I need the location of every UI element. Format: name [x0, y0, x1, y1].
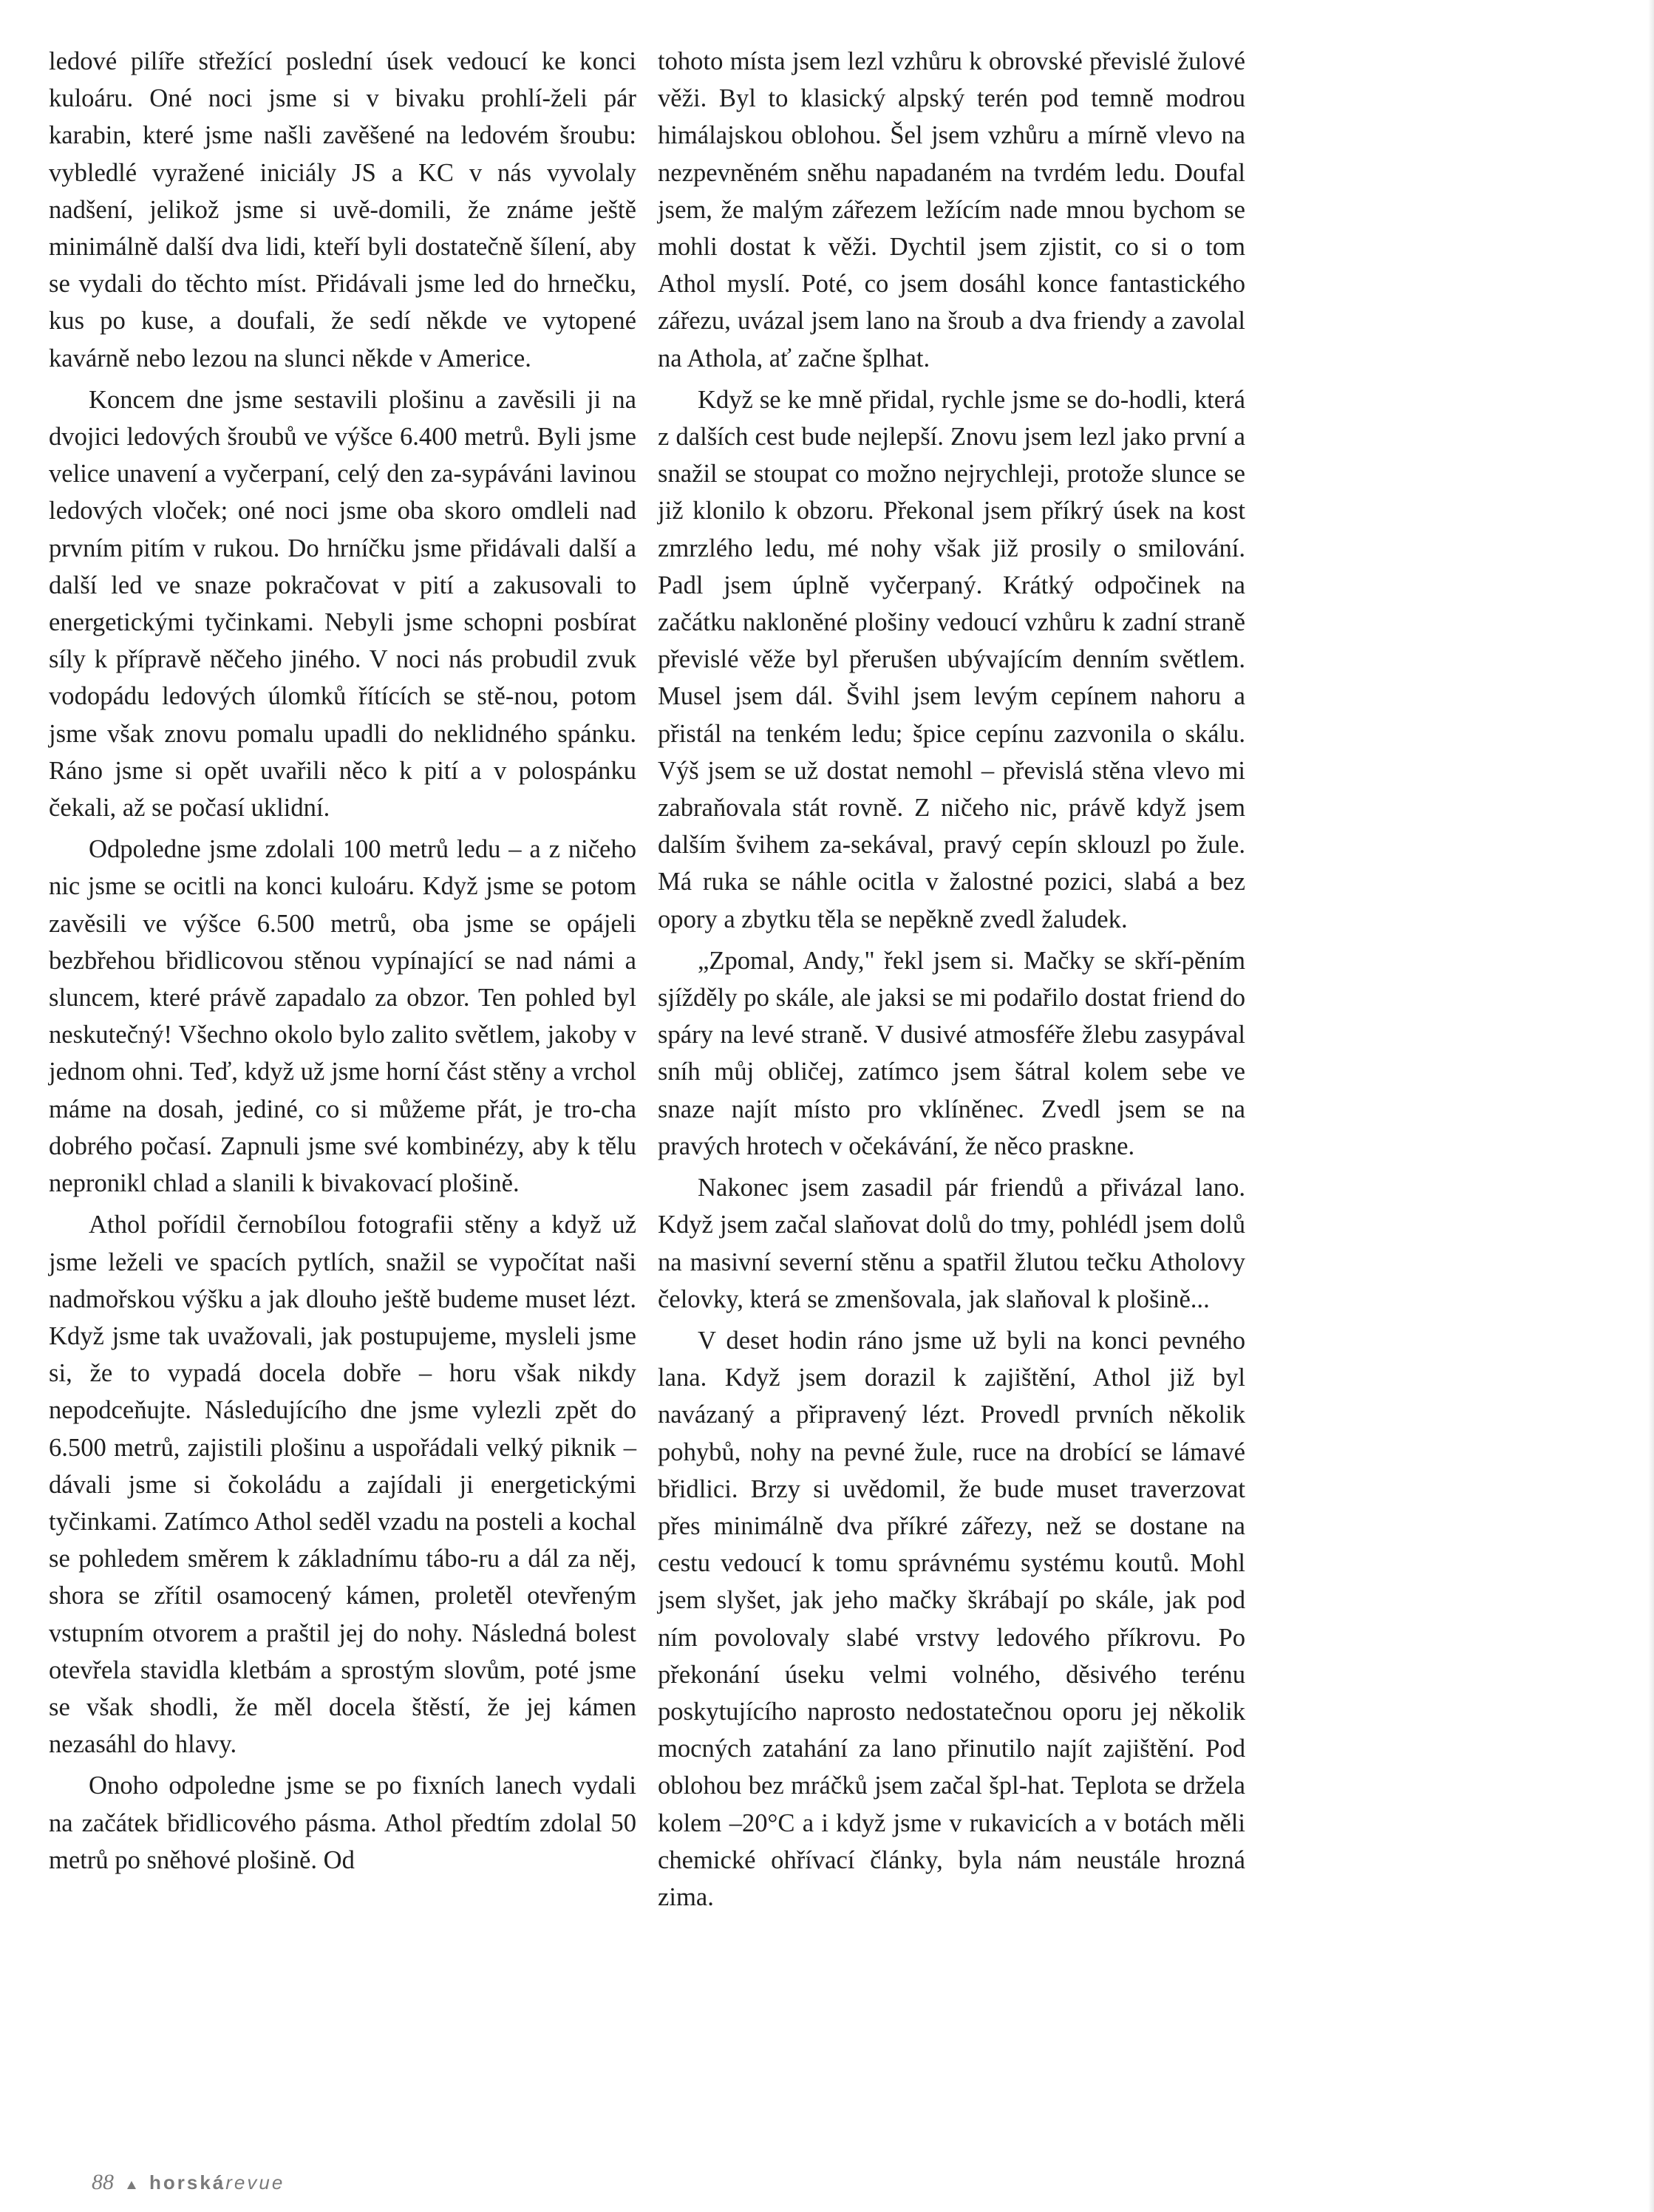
- paragraph: „Zpomal, Andy," řekl jsem si. Mačky se skří-pěním sjížděly po skále, ale jaksi se mi podařilo dostat friend do spáry na levé straně. V dusivé atmosféře žlebu zasypával sníh můj obličej, zatímco jsem šátral kolem sebe ve snaze najít místo pro vklíněnec. Zvedl jsem se na pravých hrotech v očekávání, že něco praskne.: [658, 946, 1245, 1160]
- paragraph: ledové pilíře střežící poslední úsek vedoucí ke konci kuloáru. Oné noci jsme si v bivaku prohlí-želi pár karabin, které jsme našli zavěšené na ledovém šroubu: vybledlé vyražené iniciály JS a KC v nás vyvolaly nadšení, jelikož jsme si uvě-domili, že známe ještě minimálně další dva lidi, kteří byli dostatečně šílení, aby se vydali do těchto míst. Přidávali jsme led do hrnečku, kus po kuse, a doufali, že sedí někde ve vytopené kavárně nebo lezou na slunci někde v Americe.: [49, 47, 636, 372]
- scan-edge: [1648, 0, 1654, 2212]
- paragraph: Koncem dne jsme sestavili plošinu a zavěsili ji na dvojici ledových šroubů ve výšce 6.400 metrů. Byli jsme velice unavení a vyčerpaní, celý den za-sypáváni lavinou ledových vloček; oné noci jsme oba skoro omdleli nad prvním pitím v rukou. Do hrníčku jsme přidávali další a další led ve snaze pokračovat v pití a zakusovali to energetickými tyčinkami. Nebyli jsme schopni posbírat síly k přípravě něčeho jiného. V noci nás probudil zvuk vodopádu ledových úlomků řítících se stě-nou, potom jsme však znovu pomalu upadli do neklidného spánku. Ráno jsme si opět uvařili něco k pití a v polospánku čekali, až se počasí uklidní.: [49, 385, 636, 823]
- paragraph: tohoto místa jsem lezl vzhůru k obrovské převislé žulové věži. Byl to klasický alpský terén pod temně modrou himálajskou oblohou. Šel jsem vzhůru a mírně vlevo na nezpevněném sněhu napadaném na tvrdém ledu. Doufal jsem, že malým zářezem ležícím nade mnou bychom se mohli dostat k věži. Dychtil jsem zjistit, co si o tom Athol myslí. Poté, co jsem dosáhl konce fantastického zářezu, uvázal jsem lano na šroub a dva friendy a zavolal na Athola, ať začne šplhat.: [658, 47, 1245, 372]
- left-column: [49, 43, 636, 1883]
- right-column: [658, 43, 1245, 1920]
- paragraph: Nakonec jsem zasadil pár friendů a přivázal lano. Když jsem začal slaňovat dolů do tmy, pohlédl jsem dolů na masivní severní stěnu a spatřil žlutou tečku Atholovy čelovky, která se zmenšovala, jak slaňoval k plošině...: [658, 1174, 1245, 1313]
- triangle-icon: [127, 2181, 136, 2189]
- paragraph: Odpoledne jsme zdolali 100 metrů ledu – a z ničeho nic jsme se ocitli na konci kuloáru. Když jsme se potom zavěsili ve výšce 6.500 metrů, oba jsme se opájeli bezbřehou břidlicovou stěnou vypínající se nad námi a sluncem, které právě zapadalo za obzor. Ten pohled byl neskutečný! Všechno okolo bylo zalito světlem, jakoby v jednom ohni. Teď, když už jsme horní část stěny a vrchol máme na dosah, jediné, co si můžeme přát, je tro-cha dobrého počasí. Zapnuli jsme své kombinézy, aby k tělu nepronikl chlad a slanili k bivakovací plošině.: [49, 835, 636, 1198]
- paragraph: V deset hodin ráno jsme už byli na konci pevného lana. Když jsem dorazil k zajištění, Athol již byl navázaný a připravený lézt. Provedl prvních několik pohybů, nohy na pevné žule, ruce na drobící se lámavé břidlici. Brzy si uvědomil, že bude muset traverzovat přes minimálně dva příkré zářezy, než se dostane na cestu vedoucí k tomu správnému systému koutů. Mohl jsem slyšet, jak jeho mačky škrábají po skále, jak pod ním povolovaly slabé vrstvy ledového příkrovu. Po překonání úseku velmi volného, děsivého terénu poskytujícího naprosto nedostatečnou oporu jej několik mocných zatahání za lano přinutilo najít zajištění. Pod oblohou bez mráčků jsem začal špl-hat. Teplota se držela kolem –20°C a i když jsme v rukavicích a v botách měli chemické ohřívací články, byla nám neustále hrozná zima.: [658, 1326, 1245, 1911]
- magazine-name-italic: revue: [225, 2171, 285, 2194]
- paragraph: Athol pořídil černobílou fotografii stěny a když už jsme leželi ve spacích pytlích, snažil se vypočítat naši nadmořskou výšku a jak dlouho ještě budeme muset lézt. Když jsme tak uvažovali, jak postupujeme, mysleli jsme si, že to vypadá docela dobře – horu však nikdy nepodceňujte. Následujícího dne jsme vylezli zpět do 6.500 metrů, zajistili plošinu a uspořádali velký piknik – dávali jsme si čokoládu a zajídali ji energetickými tyčinkami. Zatímco Athol seděl vzadu na posteli a kochal se pohledem směrem k základnímu tábo-ru a dál za něj, shora se zřítil osamocený kámen, proletěl otevřeným vstupním otvorem a praštil jej do nohy. Následná bolest otevřela stavidla kletbám a sprostým slovům, poté jsme se však shodli, že měl docela štěstí, že jej kámen nezasáhl do hlavy.: [49, 1211, 636, 1759]
- paragraph: Když se ke mně přidal, rychle jsme se do-hodli, která z dalších cest bude nejlepší. Znovu jsem lezl jako první a snažil se stoupat co možno nejrychleji, protože slunce se již klonilo k obzoru. Překonal jsem příkrý úsek na kost zmrzlého ledu, mé nohy však již prosily o smilování. Padl jsem úplně vyčerpaný. Krátký odpočinek na začátku nakloněné plošiny vedoucí vzhůru k zadní straně převislé věže byl přerušen ubývajícím denním světlem. Musel jsem dál. Švihl jsem levým cepínem nahoru a přistál na tenkém ledu; špice cepínu zazvonila o skálu. Výš jsem se už dostat nemohl – převislá stěna vlevo mi zabraňovala stát rovně. Z ničeho nic, právě když jsem dalším švihem za-sekával, pravý cepín sklouzl po žule. Má ruka se náhle ocitla v žalostné pozici, slabá a bez opory a zbytku těla se nepěkně zvedl žaludek.: [658, 385, 1245, 933]
- magazine-name: [149, 2171, 285, 2194]
- paragraph: Onoho odpoledne jsme se po fixních lanech vydali na začátek břidlicového pásma. Athol předtím zdolal 50 metrů po sněhové plošině. Od: [49, 1772, 636, 1874]
- page-footer: [92, 2170, 285, 2195]
- page-number: 88: [92, 2170, 114, 2194]
- magazine-name-bold: horská: [149, 2171, 226, 2194]
